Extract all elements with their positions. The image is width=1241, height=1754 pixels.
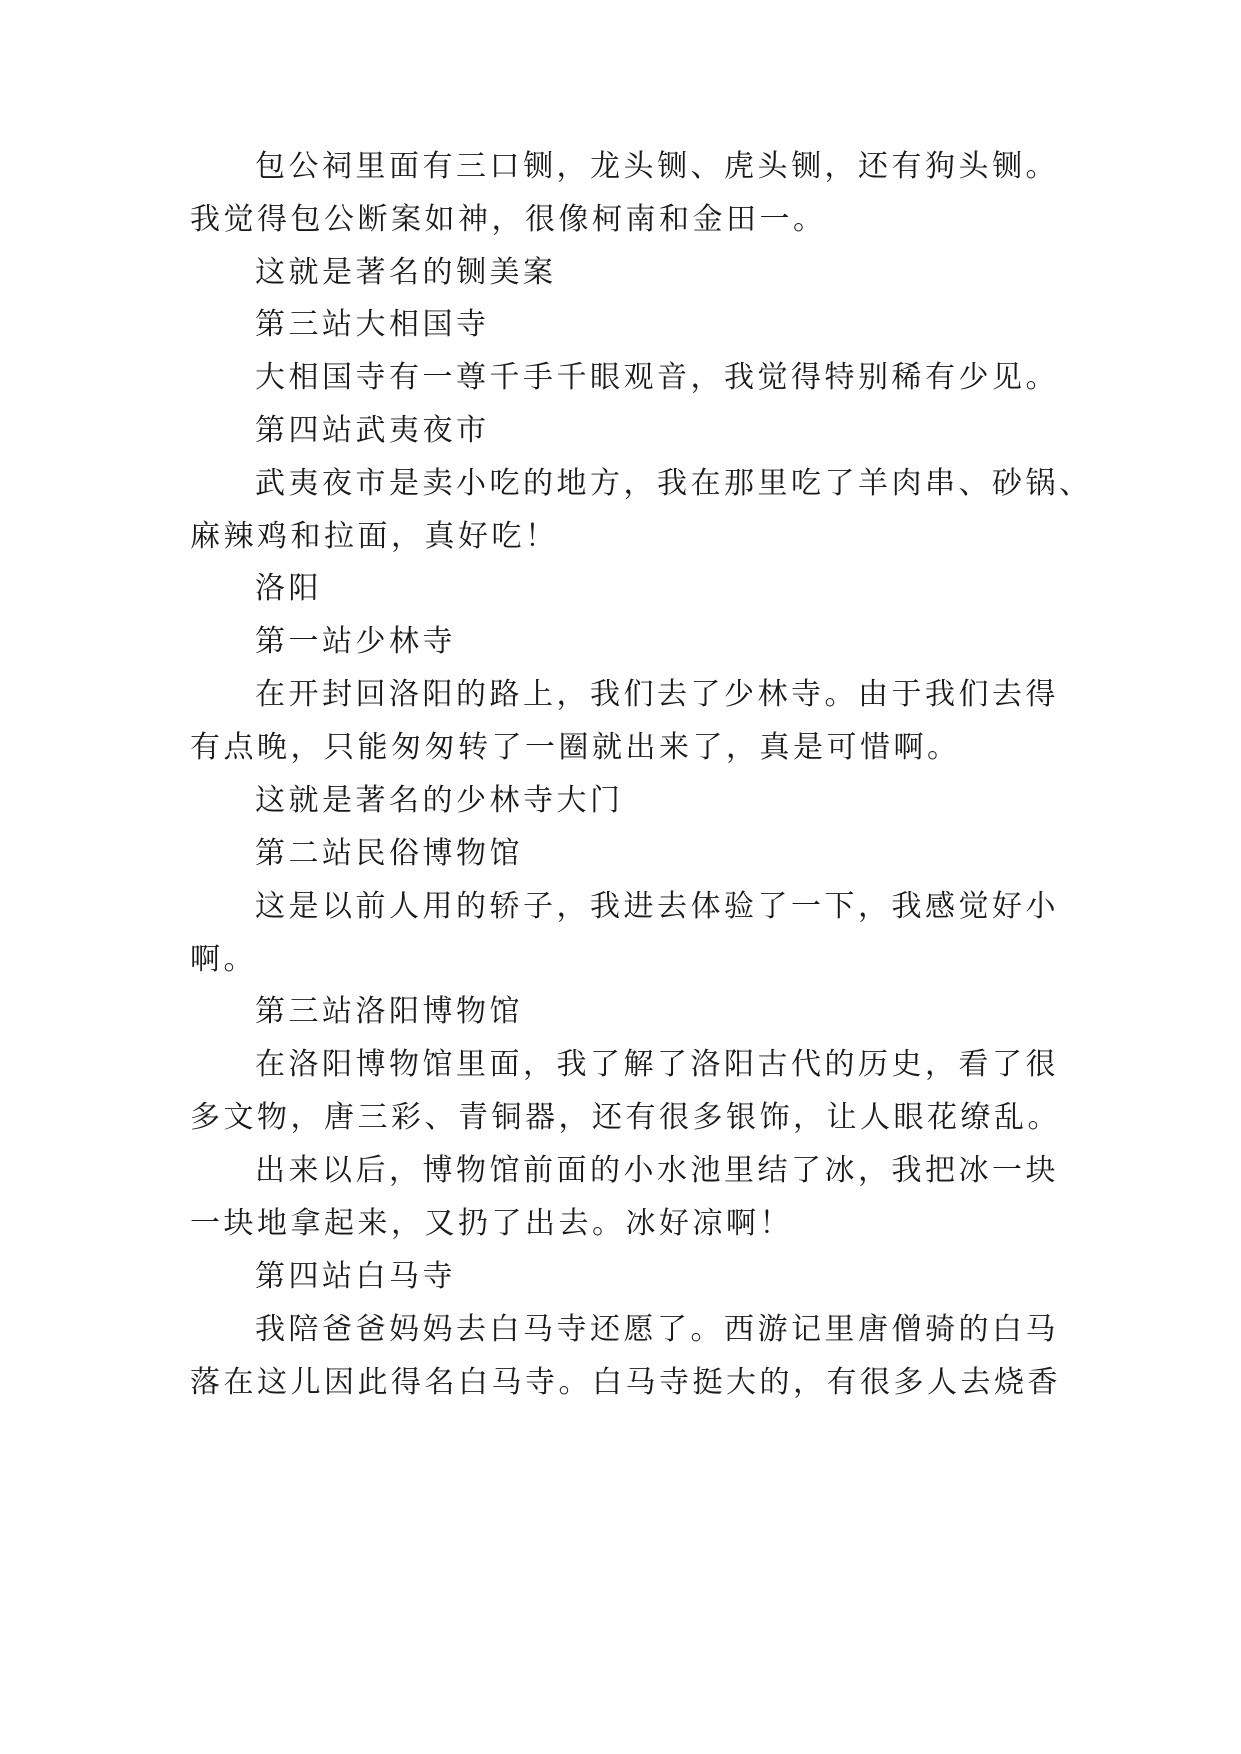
text-line: 包公祠里面有三口铡，龙头铡、虎头铡，还有狗头铡。 <box>255 149 1059 184</box>
text-line: 在开封回洛阳的路上，我们去了少林寺。由于我们去得 <box>255 677 1059 712</box>
text-line: 有点晚，只能匆匆转了一圈就出来了，真是可惜啊。 <box>190 730 961 765</box>
text-line: 这就是著名的铡美案 <box>255 255 557 290</box>
section-heading: 第二站民俗博物馆 <box>255 836 523 871</box>
text-line: 啊。 <box>190 942 257 977</box>
text-line: 出来以后，博物馆前面的小水池里结了冰，我把冰一块 <box>255 1153 1059 1188</box>
section-heading: 第三站洛阳博物馆 <box>255 994 523 1029</box>
text-line: 武夷夜市是卖小吃的地方，我在那里吃了羊肉串、砂锅、 <box>255 466 1093 501</box>
text-line: 我陪爸爸妈妈去白马寺还愿了。西游记里唐僧骑的白马 <box>255 1312 1059 1347</box>
text-line: 麻辣鸡和拉面，真好吃！ <box>190 519 559 554</box>
text-line: 在洛阳博物馆里面，我了解了洛阳古代的历史，看了很 <box>255 1047 1059 1082</box>
text-line: 我觉得包公断案如神，很像柯南和金田一。 <box>190 202 827 237</box>
section-heading: 第三站大相国寺 <box>255 307 490 342</box>
text-line: 一块地拿起来，又扔了出去。冰好凉啊！ <box>190 1206 793 1241</box>
text-line: 这是以前人用的轿子，我进去体验了一下，我感觉好小 <box>255 889 1059 924</box>
section-heading: 第四站武夷夜市 <box>255 413 490 448</box>
city-heading: 洛阳 <box>255 571 322 606</box>
text-line: 落在这儿因此得名白马寺。白马寺挺大的，有很多人去烧香 <box>190 1365 1061 1400</box>
text-line: 多文物，唐三彩、青铜器，还有很多银饰，让人眼花缭乱。 <box>190 1100 1061 1135</box>
section-heading: 第四站白马寺 <box>255 1259 456 1294</box>
text-line: 大相国寺有一尊千手千眼观音，我觉得特别稀有少见。 <box>255 360 1059 395</box>
text-line: 这就是著名的少林寺大门 <box>255 783 624 818</box>
section-heading: 第一站少林寺 <box>255 624 456 659</box>
